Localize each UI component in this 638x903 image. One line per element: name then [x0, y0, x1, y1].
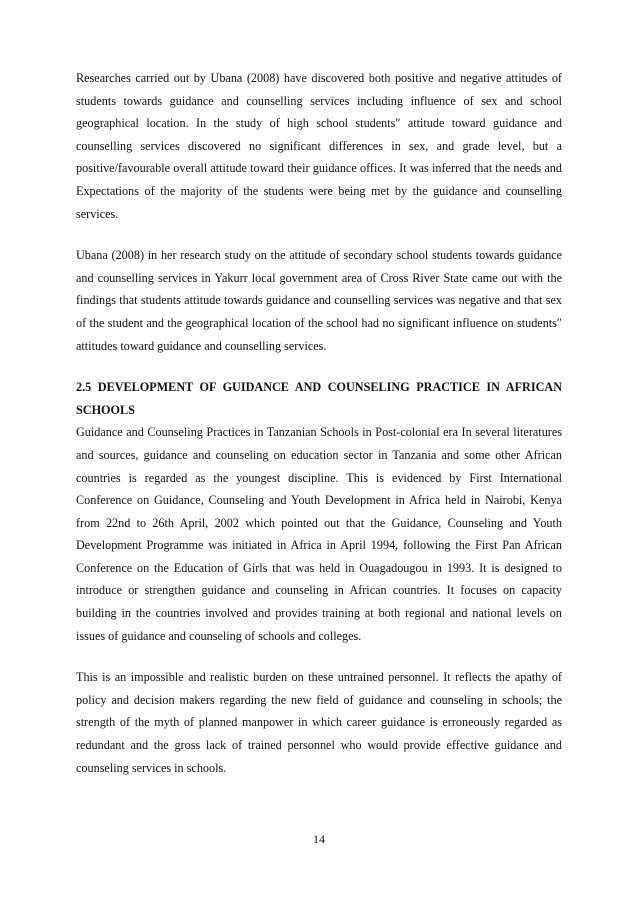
section-heading: 2.5 DEVELOPMENT OF GUIDANCE AND COUNSELING PRACTICE IN AFRICAN SCHOOLS: [76, 380, 562, 417]
paragraph-ubana-findings: Researches carried out by Ubana (2008) have discovered both positive and negative attitudes of students towards guidance and counselling services including influence of sex and school geographical location. In the study of high school students″ attitude toward guidance and counselling services discovered no significant differences in sex, and grade level, but a positive/favourable overall attitude toward their guidance offices. It was inferred that the needs and Expectations of the majority of the students were being met by the guidance and counselling services.: [76, 71, 562, 221]
paragraph-untrained-personnel: This is an impossible and realistic burden on these untrained personnel. It reflects the apathy of policy and decision makers regarding the new field of guidance and counseling in schools; the strength of the myth of planned manpower in which career guidance is erroneously regarded as redundant and the gross lack of trained personnel who would provide effective guidance and counseling services in schools.: [76, 670, 562, 775]
page-number: 14: [313, 832, 325, 846]
paragraph-tanzania-practices: Guidance and Counseling Practices in Tanzanian Schools in Post-colonial era In several literatures and sources, guidance and counseling on education sector in Tanzania and some other African countries is regarded as the youngest discipline. This is evidenced by First International Conference on Guidance, Counseling and Youth Development in Africa held in Nairobi, Kenya from 22nd to 26th April, 2002 which pointed out that the Guidance, Counseling and Youth Development Programme was initiated in Africa in April 1994, following the First Pan African Conference on the Education of Girls that was held in Ouagadougou in 1993. It is designed to introduce or strengthen guidance and counseling in African countries. It focuses on capacity building in the countries involved and provides training at both regional and national levels on issues of guidance and counseling of schools and colleges.: [76, 425, 562, 643]
paragraph-ubana-study: Ubana (2008) in her research study on the attitude of secondary school students towards guidance and counselling services in Yakurr local government area of Cross River State came out with the findings that students attitude towards guidance and counselling services was negative and that sex of the student and the geographical location of the school had no significant influence on students″ attitudes toward guidance and counselling services.: [76, 248, 562, 353]
paragraph-spacer: [76, 357, 562, 376]
paragraph-spacer: [76, 225, 562, 244]
text-column: [76, 67, 562, 779]
paragraph-spacer: [76, 647, 562, 666]
